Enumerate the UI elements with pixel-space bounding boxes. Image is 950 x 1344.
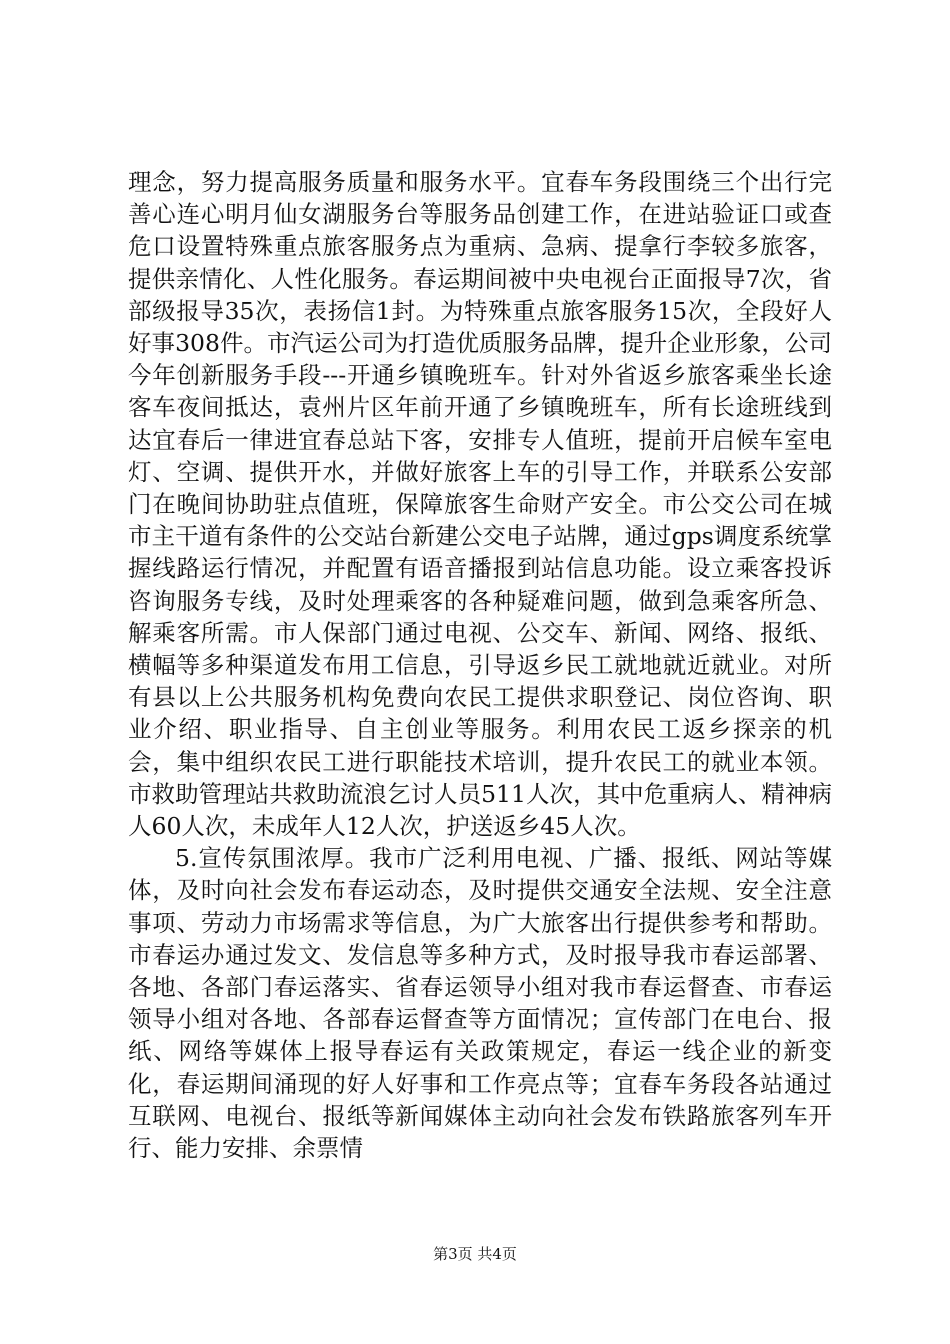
document-body bbox=[128, 166, 832, 1164]
paragraph-publicity: 5.宣传氛围浓厚。我市广泛利用电视、广播、报纸、网站等媒体，及时向社会发布春运动态，及时提供交通安全法规、安全注意事项、劳动力市场需求等信息，为广大旅客出行提供参考和帮助。市春运办通过发文、发信息等多种方式，及时报导我市春运部署、各地、各部门春运落实、省春运领导小组对我市春运督查、市春运领导小组对各地、各部春运督查等方面情况；宣传部门在电台、报纸、网络等媒体上报导春运有关政策规定，春运一线企业的新变化，春运期间涌现的好人好事和工作亮点等；宜春车务段各站通过互联网、电视台、报纸等新闻媒体主动向社会发布铁路旅客列车开行、能力安排、余票情 bbox=[128, 844, 832, 1163]
paragraph-continuation: 理念，努力提高服务质量和服务水平。宜春车务段围绕三个出行完善心连心明月仙女湖服务台等服务品创建工作，在进站验证口或查危口设置特殊重点旅客服务点为重病、急病、提拿行李较多旅客，提供亲情化、人性化服务。春运期间被中央电视台正面报导7次，省部级报导35次，表扬信1封。为特殊重点旅客服务15次，全段好人好事308件。市汽运公司为打造优质服务品牌，提升企业形象，公司今年创新服务手段---开通乡镇晚班车。针对外省返乡旅客乘坐长途客车夜间抵达，袁州片区年前开通了乡镇晚班车，所有长途班线到达宜春后一律进宜春总站下客，安排专人值班，提前开启候车室电灯、空调、提供开水，并做好旅客上车的引导工作，并联系公安部门在晚间协助驻点值班，保障旅客生命财产安全。市公交公司在城市主干道有条件的公交站台新建公交电子站牌，通过gps调度系统掌握线路运行情况，并配置有语音播报到站信息功能。设立乘客投诉咨询服务专线，及时处理乘客的各种疑难问题，做到急乘客所急、解乘客所需。市人保部门通过电视、公交车、新闻、网络、报纸、横幅等多种渠道发布用工信息，引导返乡民工就地就近就业。对所有县以上公共服务机构免费向农民工提供求职登记、岗位咨询、职业介绍、职业指导、自主创业等服务。利用农民工返乡探亲的机会，集中组织农民工进行职能技术培训，提升农民工的就业本领。市救助管理站共救助流浪乞讨人员511人次，其中危重病人、精神病人60人次，未成年人12人次，护送返乡45人次。 bbox=[128, 168, 832, 841]
page-footer: 第3页 共4页 bbox=[433, 1245, 517, 1263]
